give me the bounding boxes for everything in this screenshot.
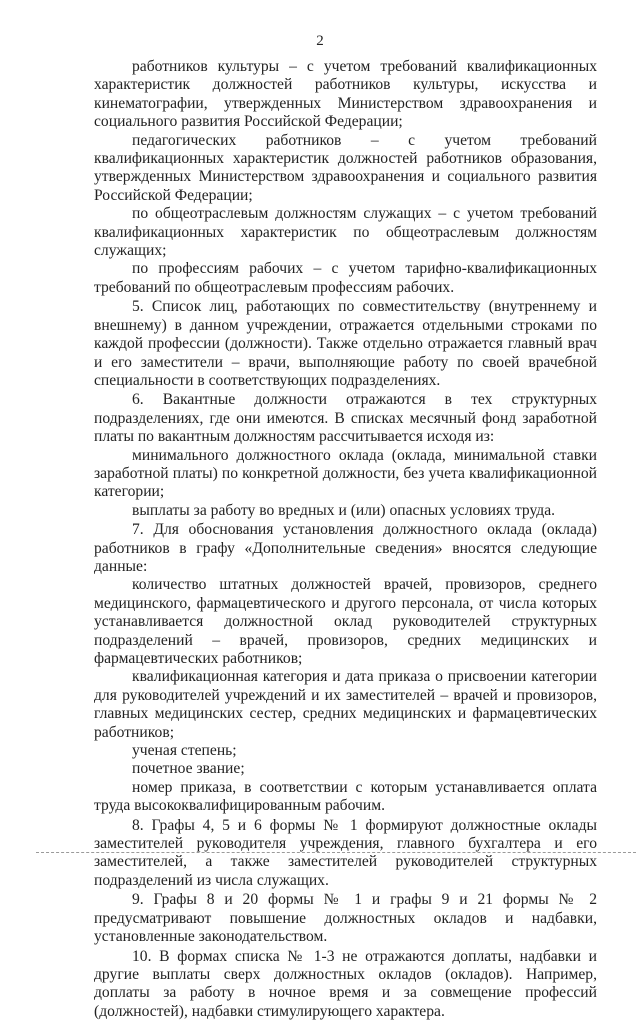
page-number: 2 xyxy=(0,33,640,50)
paragraph: минимального должностного оклада (оклада, минимальной ставки заработной платы) по конкретной должности, без учета квалификационной категории; xyxy=(94,447,597,502)
paragraph: работников культуры – с учетом требований квалификационных характеристик должностей работников культуры, искусства и кинематографии, утвержденных Министерством здравоохранения и социального развития Российской Федерации; xyxy=(94,58,597,132)
paragraph: номер приказа, в соответствии с которым устанавливается оплата труда высококвалифицированным рабочим. xyxy=(94,779,597,816)
paragraph: 9. Графы 8 и 20 формы № 1 и графы 9 и 21 формы № 2 предусматривают повышение должностных окладов и надбавки, установленные законодательством. xyxy=(94,891,597,946)
paragraph: квалификационная категория и дата приказа о присвоении категории для руководителей учреждений и их заместителей – врачей и провизоров, главных медицинских сестер, средних медицинских и фармацевтических работников; xyxy=(94,668,597,742)
document-body xyxy=(94,58,597,1021)
paragraph: 8. Графы 4, 5 и 6 формы № 1 формируют должностные оклады заместителей руководителя учреждения, главного бухгалтера и его заместителей, а также заместителей руководителей структурных подразделений из числа служащих. xyxy=(94,817,597,891)
paragraph: по профессиям рабочих – с учетом тарифно-квалификационных требований по общеотраслевым профессиям рабочих. xyxy=(94,260,597,297)
paragraph: ученая степень; xyxy=(94,742,597,760)
paragraph: 7. Для обоснования установления должностного оклада (оклада) работников в графу «Дополнительные сведения» вносятся следующие данные: xyxy=(94,521,597,576)
paragraph: 10. В формах списка № 1-3 не отражаются доплаты, надбавки и другие выплаты сверх должностных окладов (окладов). Например, доплаты за работу в ночное время и за совмещение профессий (должностей), надбавки стимулирующего характера. xyxy=(94,948,597,1021)
paragraph: количество штатных должностей врачей, провизоров, среднего медицинского, фармацевтического и другого персонала, от числа которых устанавливается должностной оклад руководителей структурных подразделений – врачей, провизоров, средних медицинских и фармацевтических работников; xyxy=(94,576,597,668)
paragraph: почетное звание; xyxy=(94,760,597,778)
paragraph: педагогических работников – с учетом требований квалификационных характеристик должностей работников образования, утвержденных Министерством здравоохранения и социального развития Российской Федерации; xyxy=(94,132,597,206)
paragraph: выплаты за работу во вредных и (или) опасных условиях труда. xyxy=(94,502,597,520)
footer-divider xyxy=(36,852,636,853)
paragraph: по общеотраслевым должностям служащих – с учетом требований квалификационных характеристик по общеотраслевым должностям служащих; xyxy=(94,205,597,260)
paragraph: 5. Список лиц, работающих по совместительству (внутреннему и внешнему) в данном учреждении, отражается отдельными строками по каждой профессии (должности). Также отдельно отражается главный врач и его заместители – врачи, выполняющие работу по своей врачебной специальности в соответствующих подразделениях. xyxy=(94,298,597,390)
paragraph: 6. Вакантные должности отражаются в тех структурных подразделениях, где они имеются. В списках месячный фонд заработной платы по вакантным должностям рассчитывается исходя из: xyxy=(94,391,597,446)
